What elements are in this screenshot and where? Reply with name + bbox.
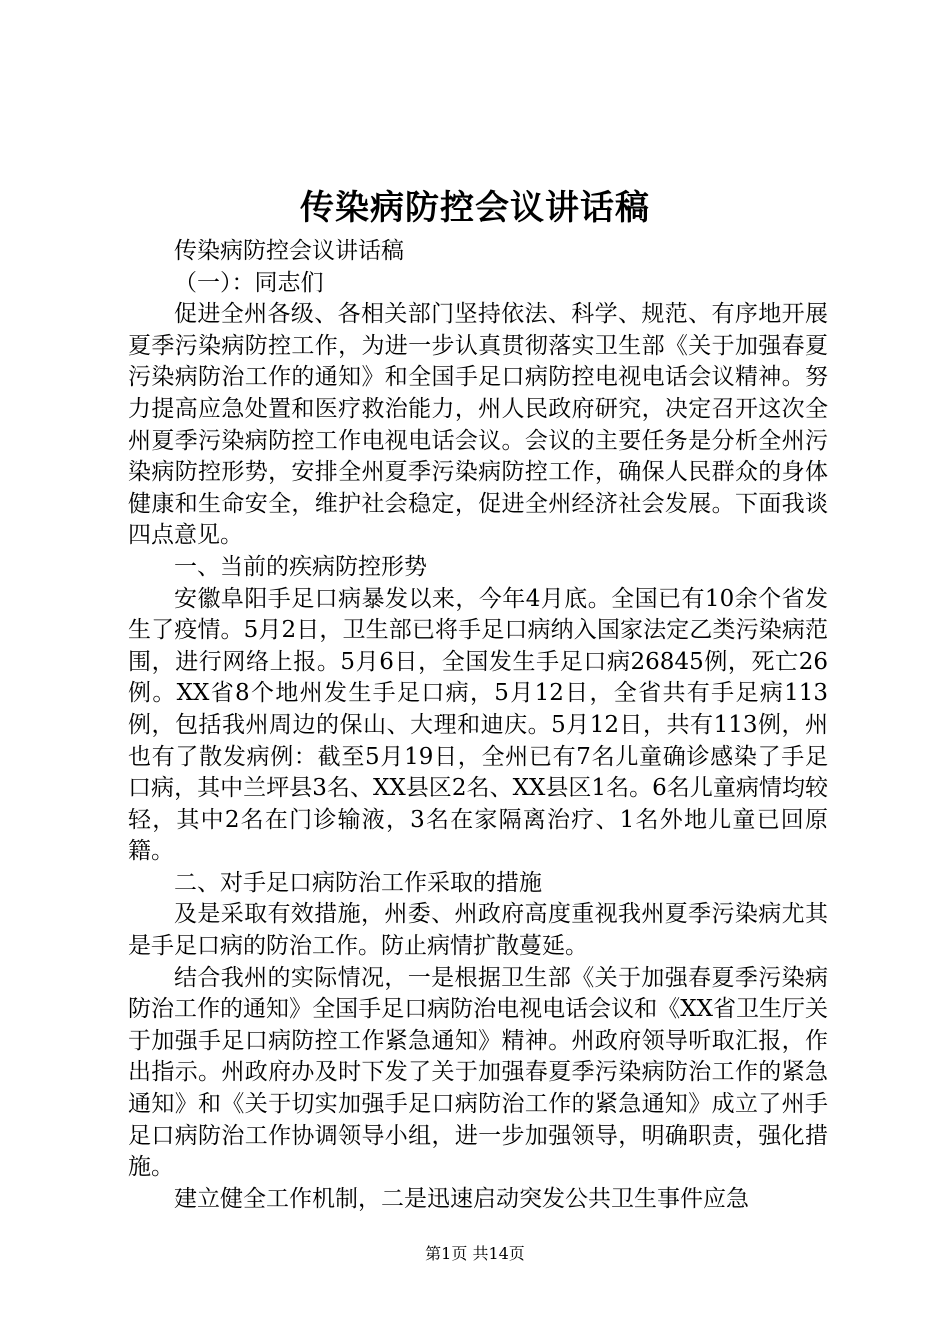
paragraph-salutation: （一）：同志们 xyxy=(174,269,324,296)
paragraph-intro: 促进全州各级、各相关部门坚持依法、科学、规范、有序地开展夏季污染病防控工作，为进一步认真贯彻落实卫生部《关于加强春夏污染病防治工作的通知》和全国手足口病防控电视电话会议精神。努力提高应急处置和医疗救治能力，州人民政府研究，决定召开这次全州夏季污染病防控工作电视电话会议。会议的主要任务是分析全州污染病防控形势，安排全州夏季污染病防控工作，确保人民群众的身体健康和生命安全，维护社会稳定，促进全州经济社会发展。下面我谈四点意见。 xyxy=(128,301,828,549)
paragraph-subtitle: 传染病防控会议讲话稿 xyxy=(174,238,404,264)
section-heading-1: 一、当前的疾病防控形势 xyxy=(174,553,427,580)
paragraph-measures-2: 建立健全工作机制，二是迅速启动突发公共卫生事件应急 xyxy=(174,1185,749,1212)
page-footer: 第1页 共14页 xyxy=(425,1244,525,1263)
document-body xyxy=(128,236,828,1215)
paragraph-situation: 安徽阜阳手足口病暴发以来，今年4月底。全国已有10余个省发生了疫情。5月2日，卫生部已将手足口病纳入国家法定乙类污染病范围，进行网络上报。5月6日，全国发生手足口病26845例，死亡26例。XX省8个地州发生手足口病，5月12日，全省共有手足病113例，包括我州周边的保山、大理和迪庆。5月12日，共有113例，州也有了散发病例：截至5月19日，全州已有7名儿童确诊感染了手足口病，其中兰坪县3名、XX县区2名、XX县区1名。6名儿童病情均较轻，其中2名在门诊输液，3名在家隔离治疗、1名外地儿童已回原籍。 xyxy=(128,585,828,865)
paragraph-measures-intro: 及是采取有效措施，州委、州政府高度重视我州夏季污染病尤其是手足口病的防治工作。防止病情扩散蔓延。 xyxy=(128,901,828,960)
section-heading-2: 二、对手足口病防治工作采取的措施 xyxy=(174,869,542,896)
paragraph-measures-1: 结合我州的实际情况，一是根据卫生部《关于加强春夏季污染病防治工作的通知》全国手足口病防治电视电话会议和《XX省卫生厅关于加强手足口病防控工作紧急通知》精神。州政府领导听取汇报，作出指示。州政府办及时下发了关于加强春夏季污染病防治工作的紧急通知》和《关于切实加强手足口病防治工作的紧急通知》成立了州手足口病防治工作协调领导小组，进一步加强领导，明确职责，强化措施。 xyxy=(128,964,828,1181)
document-title: 传染病防控会议讲话稿 xyxy=(300,188,650,228)
